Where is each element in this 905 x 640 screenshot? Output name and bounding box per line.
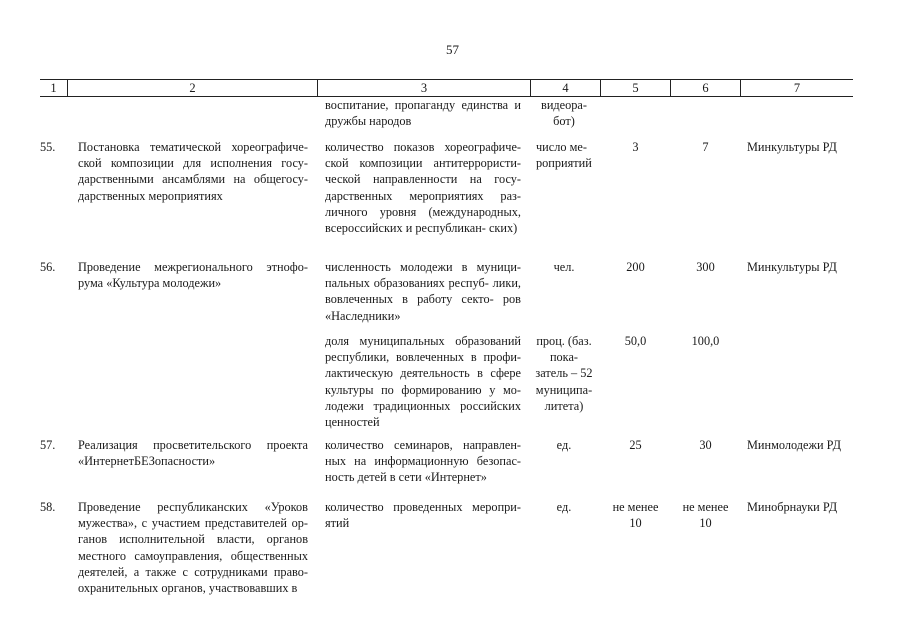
indicator-cell: доля муниципальных образований республики, вовлеченных в профи- лактическую деятельность в сфере культуры по формированию у мо- лодежи традиционных российских ценностей (325, 334, 521, 430)
row-number: 55. (40, 140, 56, 154)
header-cell: 4 (562, 81, 569, 95)
unit-cell: ед. (556, 500, 572, 514)
page-number: 57 (446, 42, 459, 57)
value-col5: 50,0 (624, 334, 647, 348)
value-col6: 7 (702, 140, 709, 154)
unit-cell: ед. (556, 438, 572, 452)
value-col6: 100,0 (691, 334, 720, 348)
indicator-cell: воспитание, пропаганду единства и дружбы народов (325, 98, 521, 129)
event-cell: Проведение межрегионального этнофо- рума «Культура молодежи» (78, 260, 308, 291)
executor-cell: Минобрнауки РД (747, 500, 838, 514)
unit-cell: число ме- роприятий (536, 140, 592, 171)
event-cell: Постановка тематической хореографиче- ской композиции для исполнения госу- дарственными ансамблями на общегосу- дарственных мероприятиях (78, 140, 308, 203)
indicator-cell: количество проведенных меропри- ятий (325, 500, 521, 531)
value-col6: не менее 10 (682, 500, 729, 531)
value-col6: 30 (699, 438, 712, 452)
header-cell: 6 (702, 81, 709, 95)
header-cell: 3 (420, 81, 428, 95)
unit-cell: чел. (553, 260, 575, 274)
event-cell: Проведение республиканских «Уроков мужества», с участием представителей ор- ганов исполнительной власти, органов местного самоуправления, общественных деятелей, а также с сотрудниками право- охранительных органов, участвовавших в (78, 500, 308, 596)
header-cell: 2 (189, 81, 196, 95)
unit-cell: видеора- бот) (541, 98, 587, 129)
row-number: 57. (40, 438, 56, 452)
indicator-cell: численность молодежи в муници- пальных образованиях респуб- лики, вовлеченных в работу секто- ров «Наследники» (325, 260, 521, 323)
header-cell: 7 (793, 81, 801, 95)
executor-cell: Минкультуры РД (747, 140, 837, 154)
row-number: 56. (40, 260, 56, 274)
indicator-cell: количество семинаров, направлен- ных на информационную безопас- ность детей в сети «Интернет» (325, 438, 521, 485)
executor-cell: Минкультуры РД (747, 260, 837, 274)
value-col5: не менее 10 (612, 500, 659, 531)
indicator-cell: количество показов хореографиче- ской композиции антитеррористи- ческой направленности на госу- дарственных мероприятиях раз- личного уровня (международных, всероссийских и республикан- ских) (325, 140, 521, 236)
value-col5: 200 (626, 260, 645, 274)
value-col5: 25 (629, 438, 642, 452)
row-number: 58. (40, 500, 56, 514)
header-cell: 5 (632, 81, 639, 95)
header-cell: 1 (50, 81, 57, 95)
event-cell: Реализация просветительского проекта «ИнтернетБЕЗопасности» (78, 438, 308, 469)
unit-cell: проц. (баз. пока- затель – 52 муниципа- литета) (535, 334, 593, 413)
value-col6: 300 (696, 260, 715, 274)
executor-cell: Минмолодежи РД (747, 438, 841, 452)
value-col5: 3 (632, 140, 639, 154)
